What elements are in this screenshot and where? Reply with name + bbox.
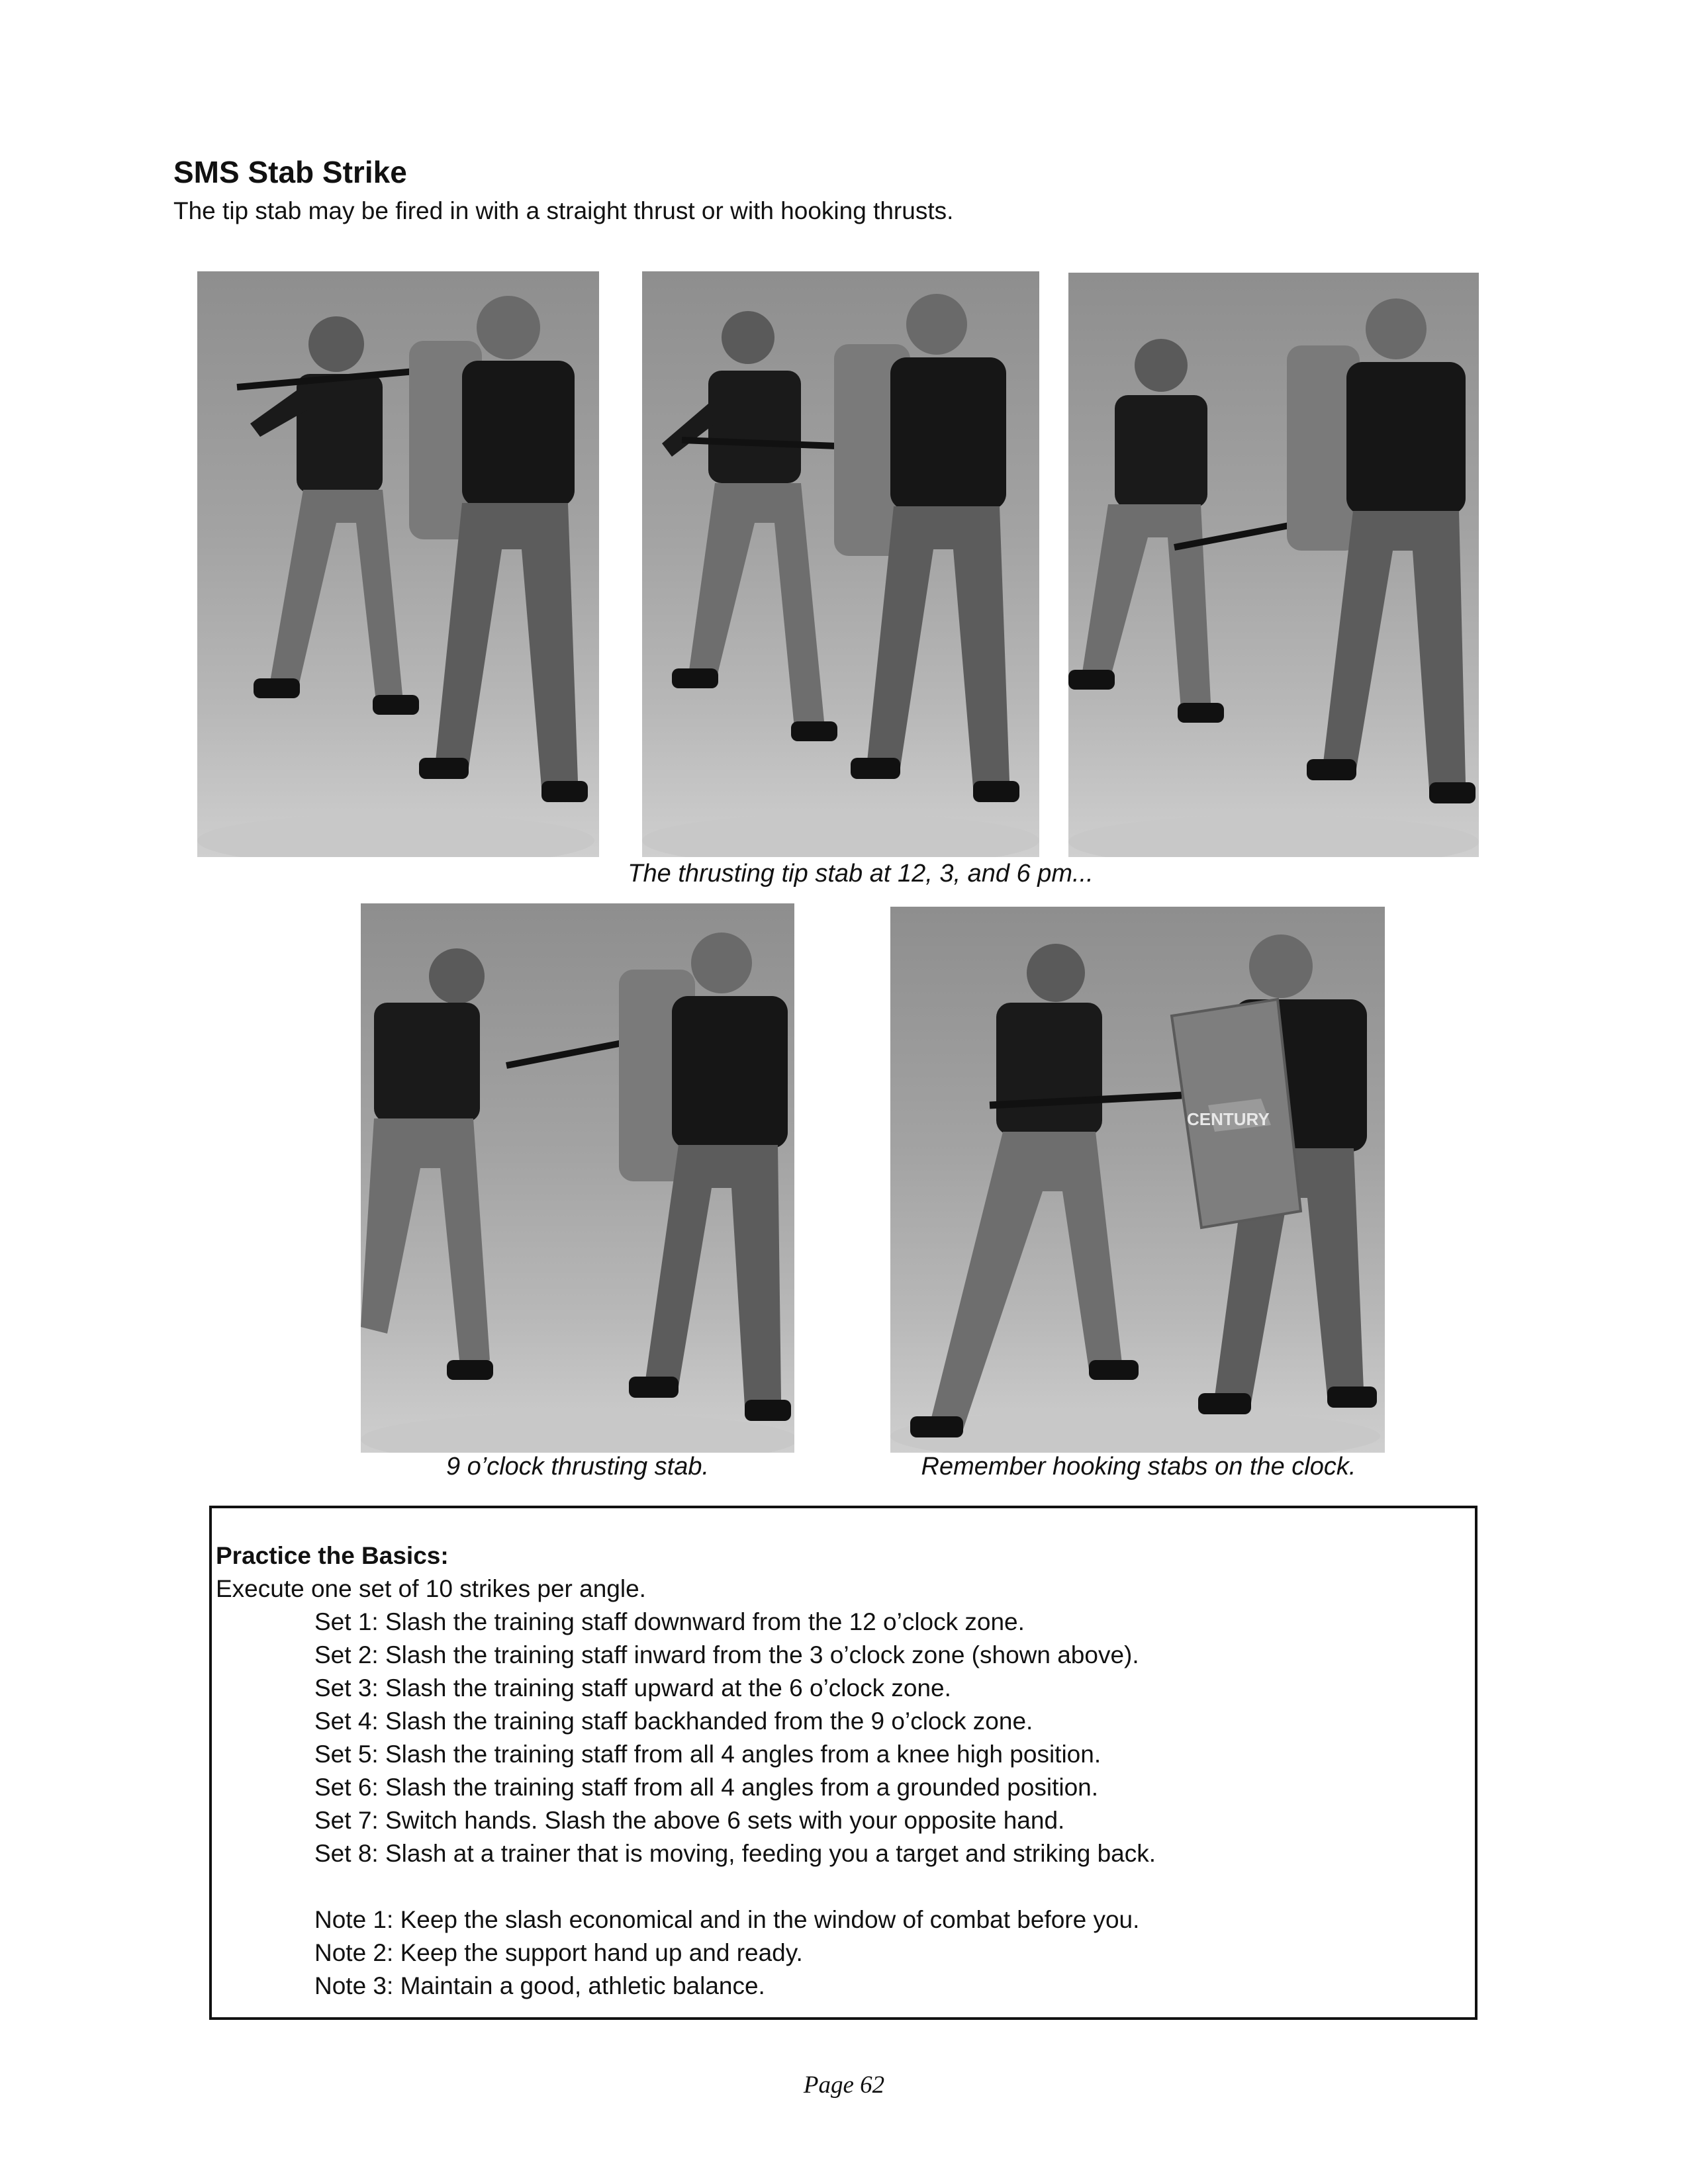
caption-hooking: Remember hooking stabs on the clock. bbox=[921, 1453, 1356, 1480]
practice-set-item: Set 7: Switch hands. Slash the above 6 sets with your opposite hand. bbox=[314, 1807, 1065, 1834]
practice-notes-list bbox=[314, 1903, 1139, 2003]
page-number: Page 62 bbox=[803, 2071, 885, 2099]
practice-heading: Practice the Basics: bbox=[216, 1542, 449, 1569]
photo-stab-12-oclock bbox=[197, 271, 599, 857]
practice-note-item: Note 1: Keep the slash economical and in the window of combat before you. bbox=[314, 1906, 1140, 1933]
page-subtitle: The tip stab may be fired in with a straight thrust or with hooking thrusts. bbox=[173, 197, 954, 224]
photo-hooking-stab bbox=[890, 907, 1385, 1453]
practice-set-list bbox=[314, 1606, 1156, 1870]
practice-note-item: Note 2: Keep the support hand up and ready. bbox=[314, 1939, 803, 1966]
photo-stab-6-oclock bbox=[1068, 273, 1479, 857]
photo-stab-9-oclock bbox=[361, 903, 794, 1453]
practice-set-item: Set 6: Slash the training staff from all 4 angles from a grounded position. bbox=[314, 1774, 1098, 1801]
practice-set-item: Set 3: Slash the training staff upward at the 6 o’clock zone. bbox=[314, 1674, 951, 1702]
photo-figures bbox=[361, 903, 794, 1453]
photo-figures bbox=[642, 271, 1039, 857]
shield-logo-text: CENTURY bbox=[1187, 1109, 1270, 1129]
practice-set-item: Set 4: Slash the training staff backhanded from the 9 o’clock zone. bbox=[314, 1707, 1033, 1735]
photo-figures bbox=[197, 271, 599, 857]
practice-note-item: Note 3: Maintain a good, athletic balance. bbox=[314, 1972, 765, 1999]
photo-figures bbox=[890, 907, 1385, 1453]
caption-9-oclock: 9 o’clock thrusting stab. bbox=[445, 1453, 710, 1480]
caption-row1: The thrusting tip stab at 12, 3, and 6 pm... bbox=[628, 860, 1094, 887]
practice-set-item: Set 8: Slash at a trainer that is moving, feeding you a target and striking back. bbox=[314, 1840, 1156, 1867]
practice-set-item: Set 5: Slash the training staff from all 4 angles from a knee high position. bbox=[314, 1741, 1102, 1768]
practice-intro: Execute one set of 10 strikes per angle. bbox=[216, 1575, 646, 1602]
photo-figures bbox=[1068, 273, 1479, 857]
page-title: SMS Stab Strike bbox=[173, 155, 407, 189]
photo-stab-3-oclock bbox=[642, 271, 1039, 857]
practice-set-item: Set 1: Slash the training staff downward from the 12 o’clock zone. bbox=[314, 1608, 1025, 1635]
practice-set-item: Set 2: Slash the training staff inward from the 3 o’clock zone (shown above). bbox=[314, 1641, 1139, 1668]
